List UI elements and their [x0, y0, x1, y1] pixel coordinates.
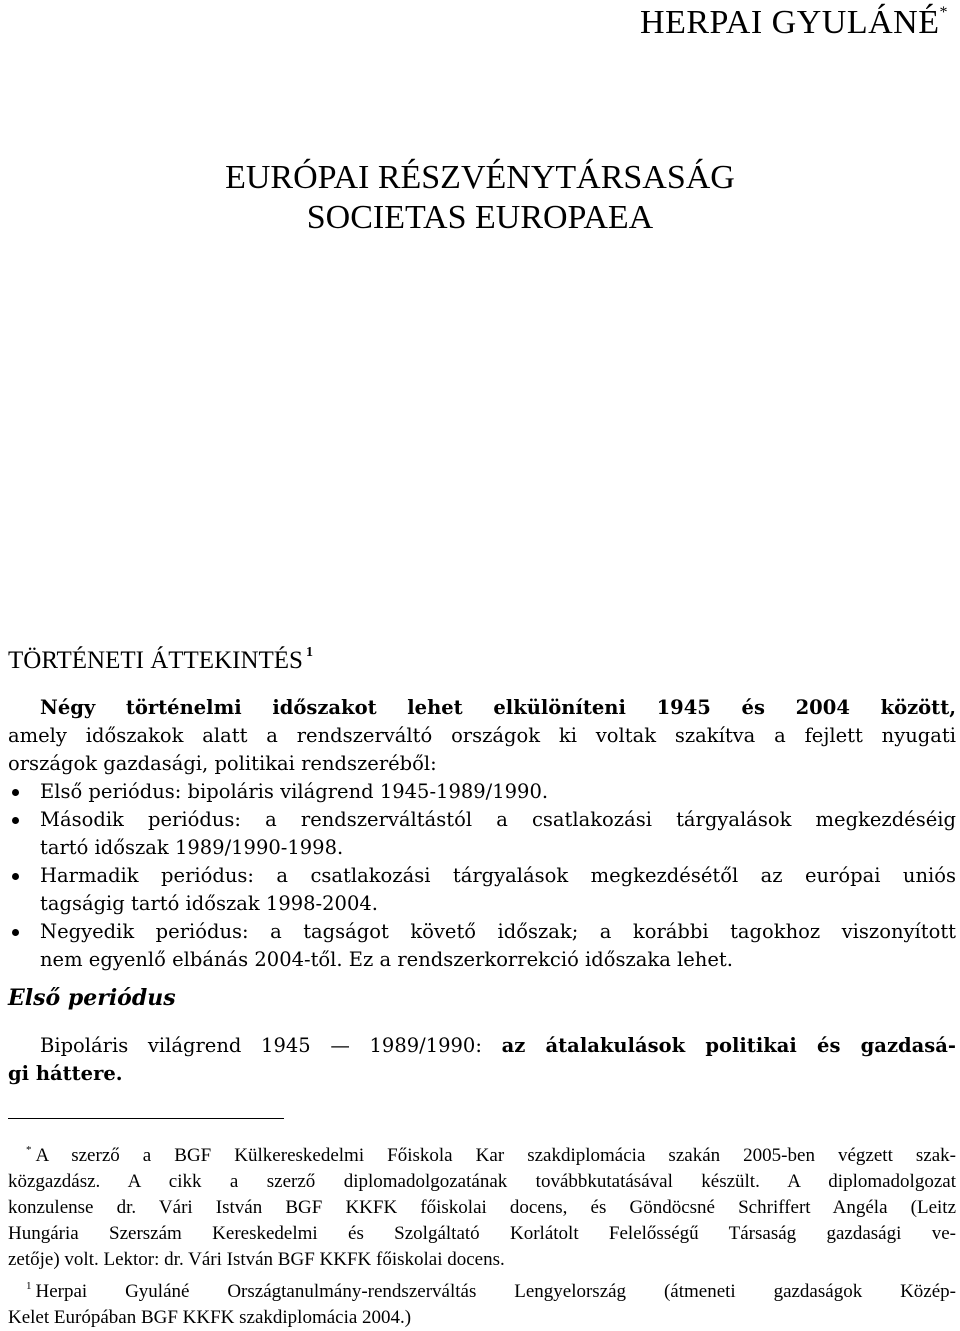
footnote-1-line-1 [8, 1273, 956, 1305]
section-heading-text: TÖRTÉNETI ÁTTEKINTÉS [8, 647, 303, 674]
subsection-text [8, 1032, 956, 1088]
author-name [640, 4, 948, 42]
period-3-line-1: Harmadik periódus: a csatlakozási tárgyalások megkezdésétől az európai uniós [40, 864, 956, 887]
period-2-line-2: tartó időszak 1989/1990-1998. [40, 836, 344, 859]
footnote-star-mark: * [26, 1144, 32, 1156]
period-item [8, 806, 956, 862]
footnote-star [8, 1137, 956, 1273]
period-item [8, 918, 956, 974]
section-footnote-ref: 1 [305, 645, 313, 660]
period-4-line-2: nem egyenlő elbánás 2004-től. Ez a rendszerkorrekció időszaka lehet. [40, 948, 733, 971]
subsection-heading: Első periódus [8, 985, 176, 1011]
subsection-bold-text-2: gi háttere. [8, 1062, 123, 1085]
author-name-text: HERPAI GYULÁNÉ [640, 4, 940, 41]
period-2-line-1: Második periódus: a rendszerváltástól a csatlakozási tárgyalások megkezdéséig [40, 808, 956, 831]
period-item [8, 862, 956, 918]
intro-line-1: Négy történelmi időszakot lehet elkülöníteni 1945 és 2004 között, [40, 696, 956, 719]
footnote-star-line-4: Hungária Szerszám Kereskedelmi és Szolgáltató Korlátolt Felelősségű Társaság gazdasági ve- [8, 1223, 956, 1244]
subsection-plain-text: Bipoláris világrend 1945 — 1989/1990: [40, 1034, 502, 1057]
section-heading [8, 645, 313, 675]
intro-line-2: amely időszakok alatt a rendszerváltó országok ki voltak szakítva a fejlett nyugati [8, 724, 956, 747]
period-1-line-1: Első periódus: bipoláris világrend 1945-1989/1990. [40, 780, 549, 803]
intro-paragraph [8, 694, 956, 778]
footnote-1-mark: 1 [26, 1280, 32, 1292]
subsection-line-1 [8, 1032, 956, 1060]
footnote-divider [8, 1118, 284, 1119]
period-3-line-2: tagságig tartó időszak 1998-2004. [40, 892, 378, 915]
footnote-1-line-2: Kelet Európában BGF KKFK szakdiplomácia 2004.) [8, 1307, 412, 1328]
footnote-1 [8, 1273, 956, 1331]
author-footnote-mark: * [939, 4, 948, 21]
footnote-star-line-5: zetője) volt. Lektor: dr. Vári István BGF KKFK főiskolai docens. [8, 1249, 505, 1270]
title-line-1: EURÓPAI RÉSZVÉNYTÁRSASÁG [225, 159, 735, 196]
footnote-star-line-2: közgazdász. A cikk a szerző diplomadolgozatának továbbkutatásával készült. A diplomadolgozat [8, 1171, 956, 1192]
title-line-2: SOCIETAS EUROPAEA [306, 199, 654, 236]
footnote-star-line-1 [8, 1137, 956, 1169]
footnote-1-line-1-text: Herpai Gyuláné Országtanulmány-rendszerváltás Lengyelország (átmeneti gazdaságok Közép- [35, 1281, 956, 1302]
period-list [8, 778, 956, 974]
period-item [8, 778, 956, 806]
footnote-star-line-1-text: A szerző a BGF Külkereskedelmi Főiskola Kar szakdiplomácia szakán 2005-ben végzett szak- [35, 1145, 956, 1166]
footnotes [8, 1137, 956, 1331]
period-4-line-1: Negyedik periódus: a tagságot követő időszak; a korábbi tagokhoz viszonyított [40, 920, 956, 943]
intro-line-3: országok gazdasági, politikai rendszeréből: [8, 752, 437, 775]
subsection-bold-text-1: az átalakulások politikai és gazdasá- [501, 1034, 956, 1057]
footnote-star-line-3: konzulense dr. Vári István BGF KKFK főiskolai docens, és Göndöcsné Schriffert Angéla (Leitz [8, 1197, 956, 1218]
